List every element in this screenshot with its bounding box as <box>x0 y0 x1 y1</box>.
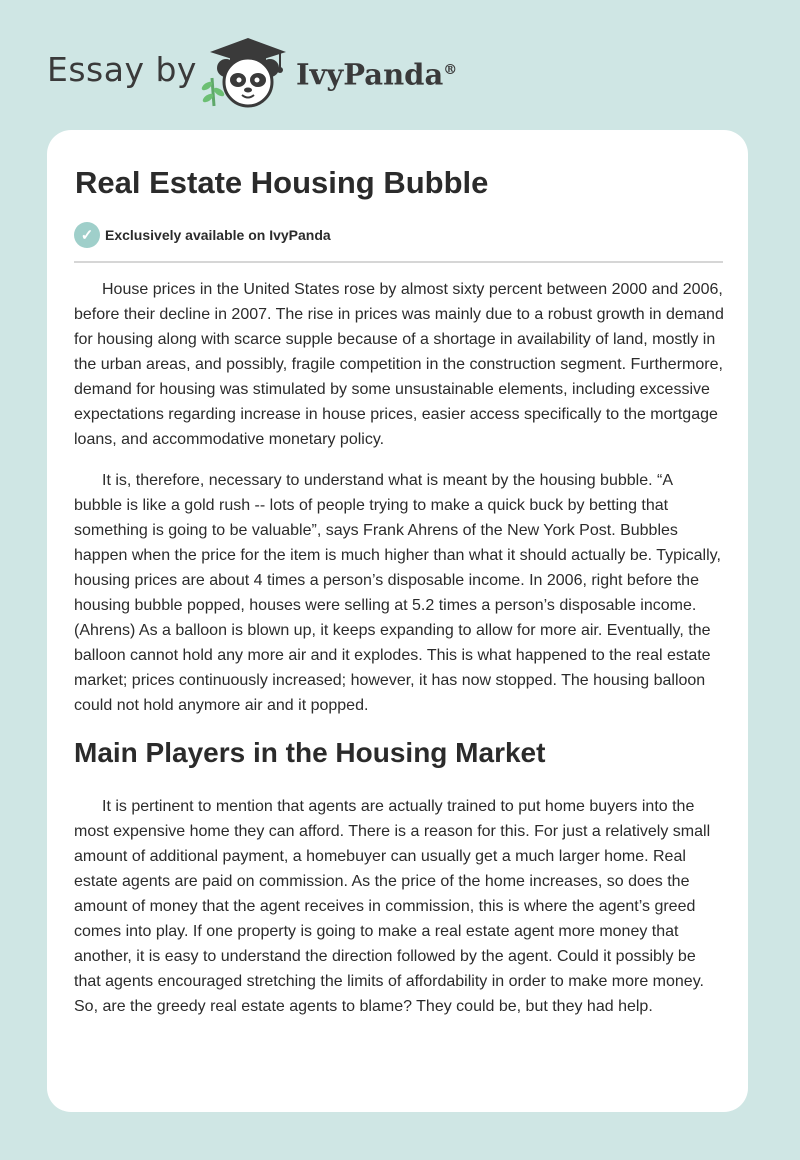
exclusive-badge <box>74 222 331 248</box>
paragraph: House prices in the United States rose by almost sixty percent between 2000 and 2006, before their decline in 2007. The rise in prices was mainly due to a robust growth in demand for housing along with scarce supple because of a shortage in availability of land, mostly in the urban areas, and possibly, fragile competition in the construction segment. Furthermore, demand for housing was stimulated by some unsustainable elements, including excessive expectations regarding increase in house prices, easier access specifically to the mortgage loans, and accommodative monetary policy. <box>74 281 724 448</box>
panda-logo-icon[interactable] <box>200 30 296 110</box>
essay-by-label: Essay by <box>47 50 197 89</box>
divider <box>74 261 723 263</box>
check-circle-icon: ✓ <box>74 222 100 248</box>
paragraph: It is, therefore, necessary to understand what is meant by the housing bubble. “A bubble is like a gold rush -- lots of people trying to make a quick buck by betting that something is going to be valuable”, says Frank Ahrens of the New York Post. Bubbles happen when the price for the item is much higher than what it should actually be. Typically, housing prices are about 4 times a person’s disposable income. In 2006, right before the housing bubble popped, houses were selling at 5.2 times a person’s disposable income. (Ahrens) As a balloon is blown up, it keeps expanding to allow for more air. Eventually, the balloon cannot hold any more air and it explodes. This is what happened to the real estate market; prices continuously increased; however, it has now stopped. The housing balloon could not hold anymore air and it popped. <box>74 472 721 714</box>
section-heading: Main Players in the Housing Market <box>74 737 546 768</box>
registered-mark: ® <box>443 62 458 78</box>
site-header <box>0 0 800 130</box>
brand-name-text: IvyPanda <box>296 57 444 92</box>
paragraph: It is pertinent to mention that agents are actually trained to put home buyers into the most expensive home they can afford. There is a reason for this. For just a relatively small amount of additional payment, a homebuyer can usually get a much larger home. Real estate agents are paid on commission. As the price of the home increases, so does the amount of money that the agent receives in commission, this is where the agent’s greed comes into play. If one property is going to make a real estate agent more money that another, it is easy to understand the direction followed by the agent. Could it possibly be that agents encouraged stretching the limits of affordability in order to make more money. So, are the greedy real estate agents to blame? They could be, but they had help. <box>74 798 711 1015</box>
essay-title: Real Estate Housing Bubble <box>75 165 489 200</box>
essay-card <box>47 130 748 1112</box>
exclusive-label: Exclusively available on IvyPanda <box>105 227 331 243</box>
brand-name[interactable] <box>296 50 457 95</box>
